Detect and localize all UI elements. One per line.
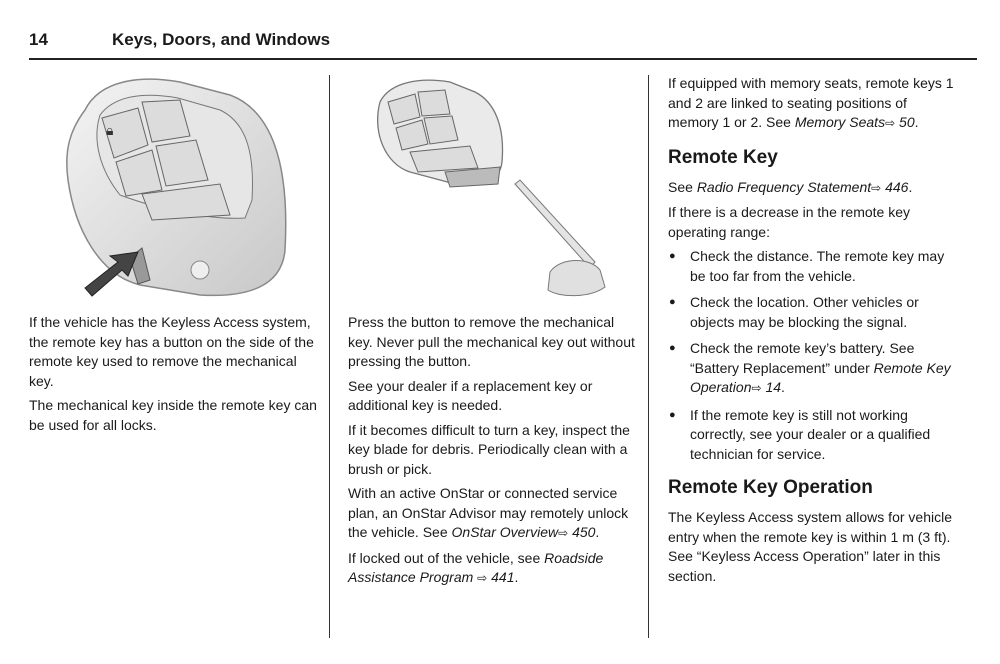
remote-key-heading: Remote Key (668, 146, 778, 168)
column-divider-2 (648, 75, 649, 638)
page-number: 14 (29, 30, 48, 49)
roadside-page-ref[interactable]: 441 (491, 569, 515, 585)
page-ref-arrow-icon: ⇨ (477, 571, 488, 585)
page-ref-arrow-icon: ⇨ (558, 526, 569, 540)
troubleshooting-list (668, 247, 958, 464)
remote-key-operation-heading: Remote Key Operation (668, 477, 873, 498)
page-ref-arrow-icon: ⇨ (871, 180, 882, 195)
replacement-key-paragraph: See your dealer if a replacement key or additional key is needed. (348, 377, 593, 413)
rf-statement-link[interactable]: Radio Frequency Statement (696, 178, 872, 195)
column-1 (29, 313, 319, 440)
onstar-paragraph (348, 484, 638, 544)
mechanical-key-removal-illustration (360, 72, 620, 307)
column-divider-1 (329, 75, 330, 638)
page-ref-arrow-icon: ⇨ (885, 116, 896, 130)
rf-statement-paragraph (668, 178, 958, 199)
period: . (781, 379, 785, 395)
press-button-paragraph: Press the button to remove the mechanical key. Never pull the mechanical key out without pressing the button. (348, 314, 635, 369)
page-header (0, 0, 1000, 60)
page-ref-arrow-icon: ⇨ (751, 381, 762, 395)
onstar-overview-link[interactable]: OnStar Overview (451, 524, 559, 540)
remote-key-operation-link[interactable]: Remote Key Operation (690, 359, 951, 395)
see-text: See (668, 178, 697, 195)
key-blade-paragraph: If it becomes difficult to turn a key, inspect the key blade for debris. Periodically clean with a brush or pick. (348, 421, 630, 477)
onstar-page-ref[interactable]: 450 (572, 524, 596, 540)
range-decrease-paragraph: If there is a decrease in the remote key operating range: (668, 204, 911, 240)
locked-out-text: If locked out of the vehicle, see (348, 549, 545, 566)
section-title: Keys, Doors, and Windows (112, 30, 331, 49)
operation-page-ref[interactable]: 14 (765, 379, 782, 395)
svg-text:🔒︎: 🔒︎ (106, 123, 114, 139)
locked-out-paragraph (348, 549, 638, 589)
period: . (514, 569, 519, 585)
remote-key-illustration (30, 70, 320, 305)
column-2 (348, 313, 638, 594)
memory-seats-link[interactable]: Memory Seats (794, 114, 886, 130)
onstar-text: With an active OnStar or connected service plan, an OnStar Advisor may remotely unlock the vehicle. See (348, 485, 629, 540)
list-item: ● Check the location. Other vehicles or objects may be blocking the signal. (690, 293, 958, 332)
memory-seats-text: If equipped with memory seats, remote keys 1 and 2 are linked to seating positions of memory 1 or 2. See (668, 75, 954, 130)
period: . (914, 114, 919, 130)
list-item: ● If the remote key is still not working correctly, see your dealer or a qualified technician for service. (690, 406, 958, 465)
period: . (595, 524, 600, 540)
memory-seats-paragraph (668, 74, 958, 134)
rf-page-ref[interactable]: 446 (885, 178, 909, 195)
mechanical-key-paragraph: The mechanical key inside the remote key can be used for all locks. (29, 397, 317, 433)
memory-seats-page-ref[interactable]: 50 (899, 114, 915, 130)
list-item (690, 339, 958, 399)
keyless-access-paragraph: If the vehicle has the Keyless Access system, the remote key has a button on the side of the remote key used to remove the mechanical key. (29, 314, 314, 389)
period: . (908, 178, 913, 195)
list-item: ● Check the distance. The remote key may be too far from the vehicle. (690, 247, 958, 286)
header-rule (29, 58, 977, 60)
column-3 (668, 74, 958, 591)
roadside-assistance-link[interactable]: Roadside Assistance Program (348, 549, 604, 585)
keyless-range-paragraph: The Keyless Access system allows for vehicle entry when the remote key is within 1 m (3 ft). See “Keyless Access Operation” later in this section. (668, 509, 952, 584)
battery-text: Check the remote key’s battery. See “Battery Replacement” under (690, 340, 915, 376)
